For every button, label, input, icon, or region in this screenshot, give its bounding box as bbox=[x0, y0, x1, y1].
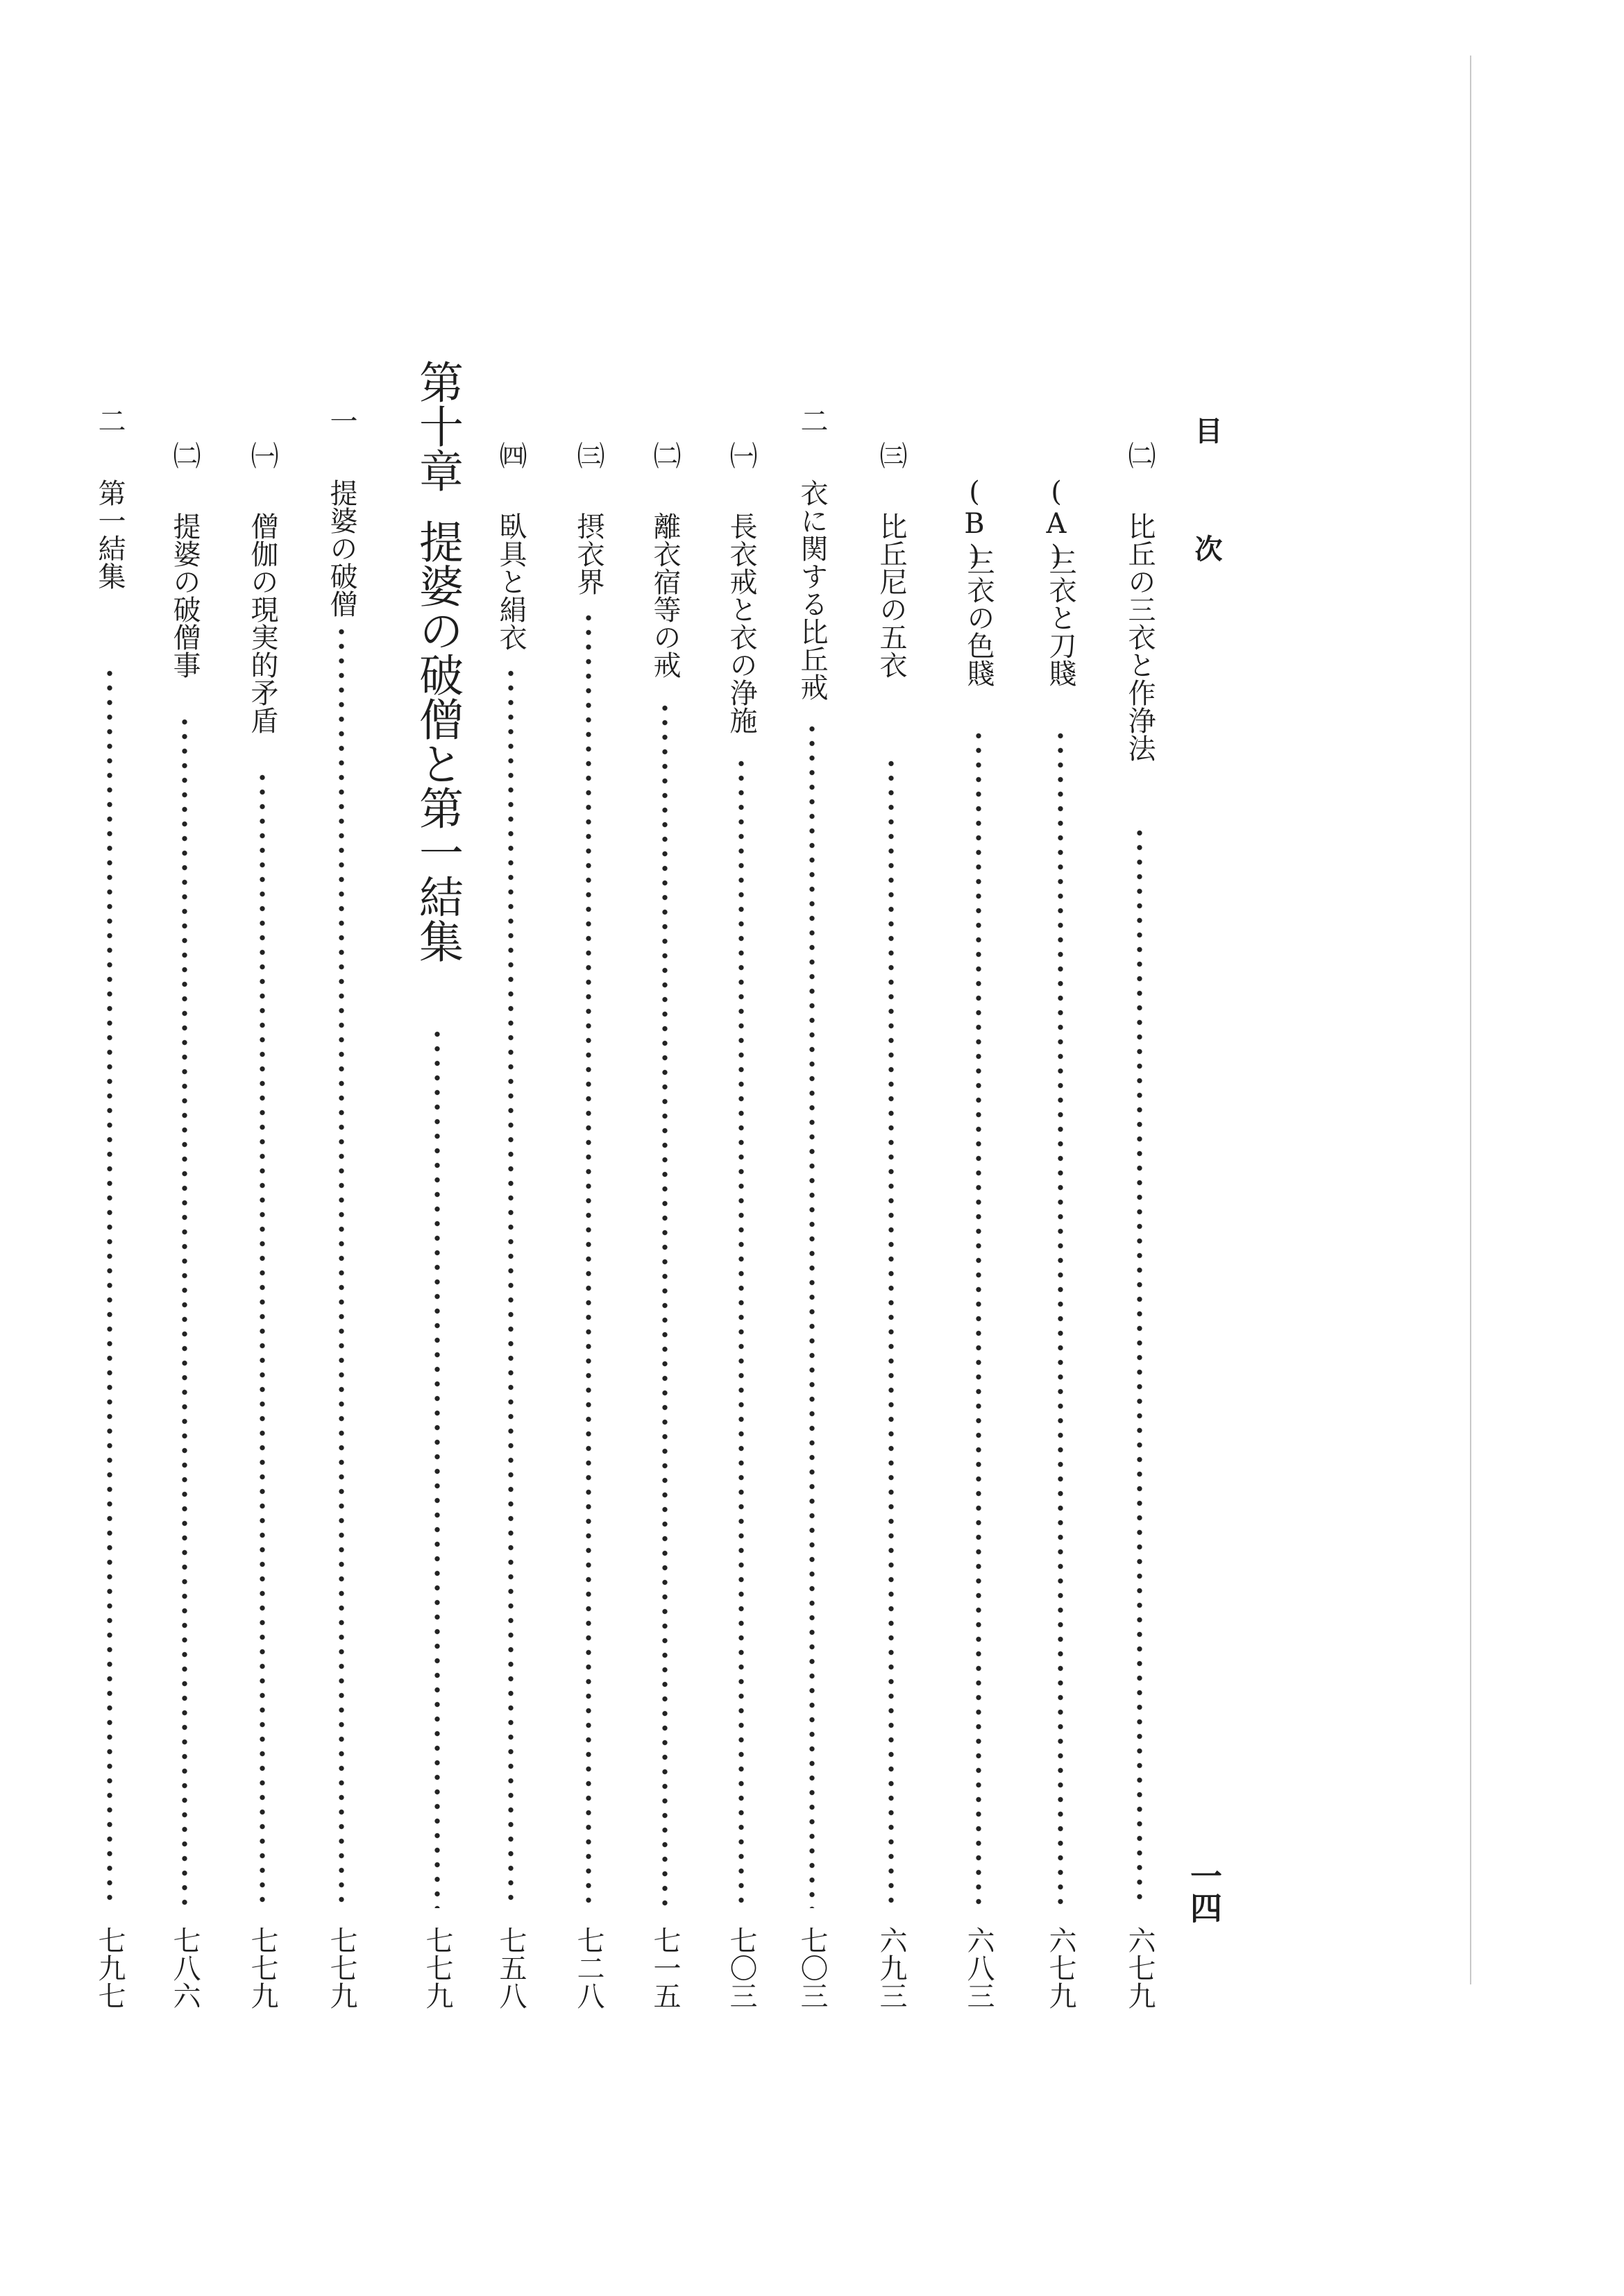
dot-leader bbox=[106, 666, 113, 1908]
entry-marker: (A) bbox=[1040, 476, 1072, 572]
page-folio: 一四 bbox=[1185, 1860, 1223, 1923]
entry-page-number: 七〇三 bbox=[796, 1926, 828, 2009]
entry-page-number: 六八三 bbox=[963, 1926, 995, 2009]
entry-title: 長衣戒と衣の浄施 bbox=[725, 512, 757, 734]
dot-leader bbox=[1136, 826, 1143, 1908]
entry-page-number: 七九七 bbox=[94, 1926, 126, 2009]
entry-page-number: 七七九 bbox=[421, 1926, 453, 2009]
entry-title: 第一結集 bbox=[94, 479, 126, 590]
entry-page-number: 七七九 bbox=[246, 1926, 278, 2009]
entry-marker: ㈢ bbox=[573, 441, 604, 469]
dot-leader bbox=[888, 756, 895, 1908]
chapter-title: 提婆の破僧と第一結集 bbox=[412, 519, 463, 963]
entry-page-number: 七七九 bbox=[325, 1926, 357, 2009]
scan-edge-line bbox=[1470, 56, 1471, 1984]
toc-title-second-char: 次 bbox=[1190, 534, 1223, 562]
dot-leader bbox=[507, 666, 514, 1908]
dot-leader bbox=[1057, 729, 1064, 1908]
dot-leader bbox=[434, 1027, 441, 1908]
entry-page-number: 七五八 bbox=[495, 1926, 527, 2009]
entry-title: 三衣の色賤 bbox=[963, 548, 995, 687]
entry-marker: ㈢ bbox=[875, 441, 907, 469]
dot-leader bbox=[809, 722, 815, 1908]
dot-leader bbox=[738, 756, 745, 1908]
entry-page-number: 七〇三 bbox=[725, 1926, 757, 2009]
entry-page-number: 七二八 bbox=[573, 1926, 604, 2009]
entry-page-number: 六九三 bbox=[875, 1926, 907, 2009]
entry-title: 三衣と刀賤 bbox=[1044, 548, 1076, 687]
entry-marker: ㈡ bbox=[1124, 441, 1156, 469]
entry-page-number: 七八六 bbox=[169, 1926, 201, 2009]
entry-title: 提婆の破僧事 bbox=[169, 512, 201, 679]
chapter-number: 第十章 bbox=[412, 359, 463, 493]
entry-marker: 二 bbox=[94, 407, 126, 434]
entry-marker: ㈡ bbox=[649, 441, 681, 469]
entry-marker: ㈠ bbox=[725, 441, 757, 469]
dot-leader bbox=[181, 715, 188, 1908]
entry-title: 比丘尼の五衣 bbox=[875, 512, 907, 679]
entry-marker: 一 bbox=[325, 407, 357, 434]
toc-title-first-char: 目 bbox=[1190, 416, 1223, 444]
entry-title: 比丘の三衣と作浄法 bbox=[1124, 512, 1156, 762]
entry-marker: ㈡ bbox=[169, 441, 201, 469]
entry-title: 僧伽の現実的矛盾 bbox=[246, 512, 278, 734]
dot-leader bbox=[661, 701, 668, 1908]
entry-title: 臥具と絹衣 bbox=[495, 512, 527, 651]
entry-title: 衣に関する比丘戒 bbox=[796, 479, 828, 701]
dot-leader bbox=[975, 729, 982, 1908]
dot-leader bbox=[338, 624, 345, 1908]
entry-marker: ㈠ bbox=[246, 441, 278, 469]
dot-leader bbox=[585, 611, 592, 1908]
entry-page-number: 六七九 bbox=[1044, 1926, 1076, 2009]
entry-title: 離衣宿等の戒 bbox=[649, 512, 681, 679]
dot-leader bbox=[259, 770, 266, 1908]
entry-marker: 二 bbox=[796, 407, 828, 434]
entry-page-number: 七一五 bbox=[649, 1926, 681, 2009]
entry-marker: ㈣ bbox=[495, 441, 527, 469]
entry-title: 摂衣界 bbox=[573, 512, 604, 595]
entry-marker: (B) bbox=[958, 476, 990, 572]
entry-title: 提婆の破僧 bbox=[325, 479, 357, 618]
entry-page-number: 六七九 bbox=[1124, 1926, 1156, 2009]
